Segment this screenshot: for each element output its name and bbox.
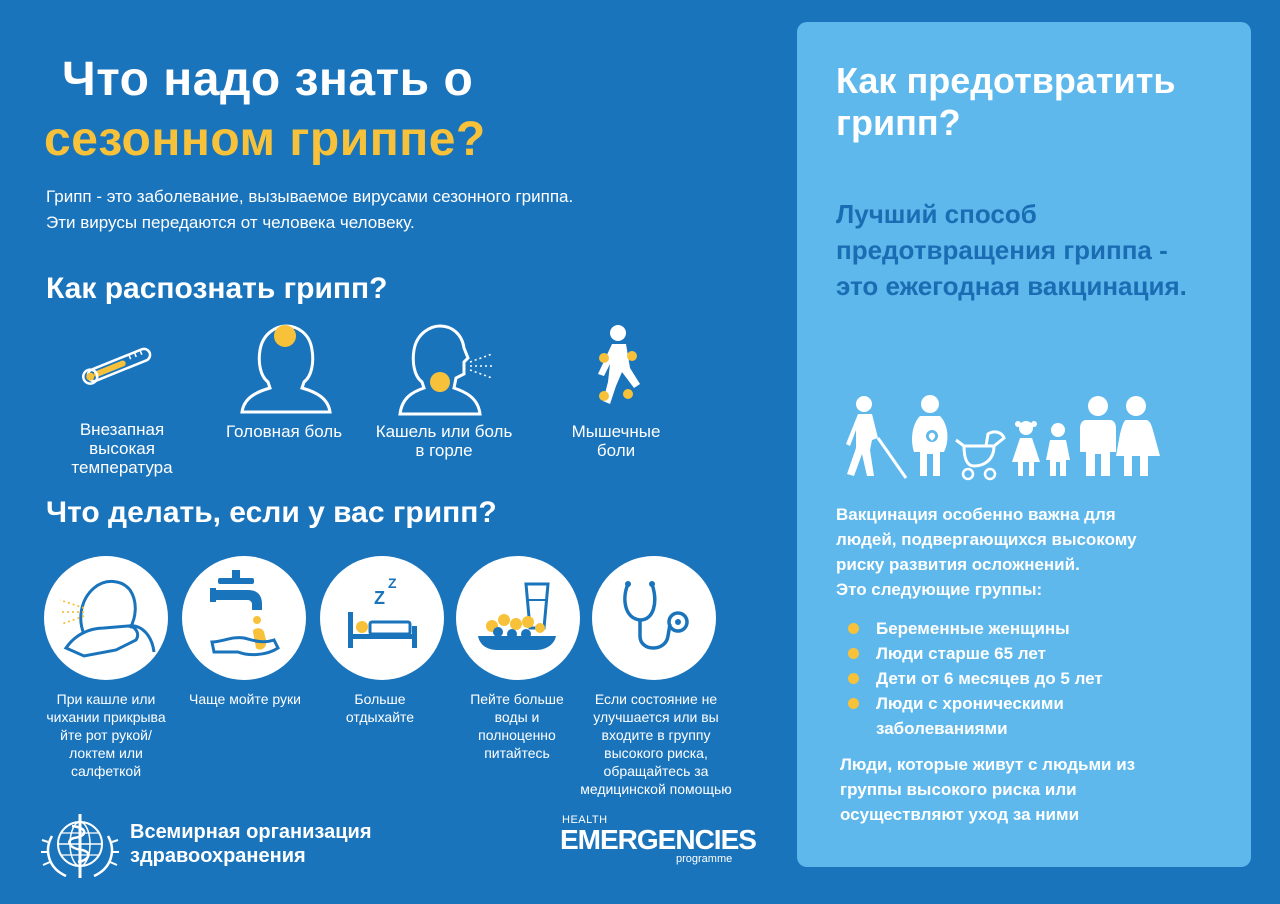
symptom-caption-cough	[362, 422, 526, 460]
caption-line: локтем или	[69, 745, 143, 761]
caption-line: отдыхайте	[345, 709, 415, 725]
bullet-dot	[848, 648, 859, 659]
health-emergencies-programme: programme	[676, 853, 733, 865]
rest-bed-icon	[320, 556, 444, 680]
risk-groups-list	[848, 616, 1103, 741]
bullet-dot	[848, 623, 859, 634]
panel-text-line: риску развития осложнений.	[836, 555, 1080, 574]
headache-icon	[238, 322, 334, 414]
caption-line: боли	[596, 441, 636, 460]
panel-subtitle-line: это ежегодная вакцинация.	[836, 271, 1187, 301]
panel-text	[836, 502, 1236, 602]
caption-line: Внезапная	[79, 420, 165, 439]
symptom-caption-muscle	[556, 422, 676, 460]
list-item-text: Люди с хроническими	[876, 694, 1064, 713]
caption-line: Мышечные	[571, 422, 661, 441]
caption-line: медицинской помощью	[580, 781, 732, 797]
symptom-caption-headache	[212, 422, 356, 441]
panel-title	[836, 60, 1236, 144]
muscle-pain-icon	[594, 324, 650, 410]
list-item	[848, 691, 1103, 741]
action-caption-hands	[180, 690, 310, 708]
action-circle-doctor	[592, 556, 716, 680]
wash-hands-icon	[182, 556, 306, 680]
action-circle-cover-cough	[44, 556, 168, 680]
list-item-text: заболеваниями	[876, 719, 1008, 738]
health-emergencies-logo: EMERGENCIES	[560, 824, 756, 855]
panel-subtitle-line: предотвращения гриппа -	[836, 235, 1168, 265]
action-caption-doctor	[568, 690, 744, 798]
action-caption-food	[452, 690, 582, 762]
action-circle-wash-hands	[182, 556, 306, 680]
action-caption-rest	[318, 690, 442, 726]
who-logo-icon	[38, 806, 122, 886]
panel-subtitle-line: Лучший способ	[836, 199, 1037, 229]
list-item	[848, 616, 1103, 641]
caption-line: обращайтесь за	[603, 763, 709, 779]
caption-line: йте рот рукой/	[60, 727, 152, 743]
list-item-text: Беременные женщины	[876, 619, 1070, 638]
caption-line: Кашель или боль	[375, 422, 513, 441]
panel-subtitle	[836, 196, 1236, 304]
health-emergencies-small: HEALTH	[562, 814, 608, 826]
panel-text-line: людей, подвергающихся высокому	[836, 530, 1137, 549]
panel-title-line: грипп?	[836, 102, 961, 143]
action-circle-food	[456, 556, 580, 680]
list-item	[848, 641, 1103, 666]
caption-line: высокого риска,	[604, 745, 708, 761]
cough-sore-throat-icon	[398, 324, 494, 416]
who-name-line: здравоохранения	[130, 845, 306, 867]
caption-line: в горле	[415, 441, 473, 460]
svg-text:Z: Z	[374, 588, 385, 608]
action-circle-rest	[320, 556, 444, 680]
caption-line: Головная боль	[225, 422, 343, 441]
symptoms-heading: Как распознать грипп?	[46, 272, 388, 305]
caption-line: Больше	[354, 691, 406, 707]
page-title-line2: сезонном гриппе?	[44, 113, 486, 166]
list-item-text: Дети от 6 месяцев до 5 лет	[876, 669, 1103, 688]
panel-title-line: Как предотвратить	[836, 60, 1176, 101]
bullet-dot	[848, 673, 859, 684]
actions-heading: Что делать, если у вас грипп?	[46, 496, 497, 529]
who-name-line: Всемирная организация	[130, 821, 372, 843]
symptom-caption-fever	[52, 420, 192, 477]
caption-line: полноценно	[478, 727, 556, 743]
who-name	[130, 820, 371, 868]
caption-line: Пейте больше	[470, 691, 564, 707]
caption-line: входите в группу	[601, 727, 711, 743]
caption-line: воды и	[494, 709, 540, 725]
panel-footer-line: Люди, которые живут с людьми из	[840, 755, 1136, 774]
intro-text	[46, 184, 746, 236]
family-icon	[844, 390, 1160, 484]
caption-line: температура	[71, 458, 173, 477]
page-title-line1: Что надо знать о	[62, 53, 474, 106]
action-caption-cough	[38, 690, 174, 780]
caption-line: При кашле или	[56, 691, 156, 707]
caption-line: улучшается или вы	[593, 709, 719, 725]
caption-line: Чаще мойте руки	[189, 691, 301, 707]
list-item	[848, 666, 1103, 691]
caption-line: высокая	[89, 439, 155, 458]
panel-footer-line: осуществляют уход за ними	[840, 805, 1080, 824]
intro-line: Грипп - это заболевание, вызываемое вирусами сезонного гриппа.	[46, 187, 574, 206]
intro-line: Эти вирусы передаются от человека человеку.	[46, 213, 415, 232]
cover-cough-icon	[44, 556, 168, 680]
bullet-dot	[848, 698, 859, 709]
panel-text-line: Вакцинация особенно важна для	[836, 505, 1116, 524]
panel-text-line: Это следующие группы:	[836, 580, 1043, 599]
svg-text:Z: Z	[388, 575, 397, 591]
caption-line: салфеткой	[70, 763, 142, 779]
caption-line: питайтесь	[484, 745, 550, 761]
list-item-text: Люди старше 65 лет	[876, 644, 1046, 663]
caption-line: Если состояние не	[594, 691, 718, 707]
caption-line: чихании прикрыва	[46, 709, 166, 725]
food-drink-icon	[456, 556, 580, 680]
panel-footer-text	[840, 752, 1240, 827]
stethoscope-icon	[592, 556, 716, 680]
thermometer-icon	[76, 340, 162, 390]
panel-footer-line: группы высокого риска или	[840, 780, 1077, 799]
